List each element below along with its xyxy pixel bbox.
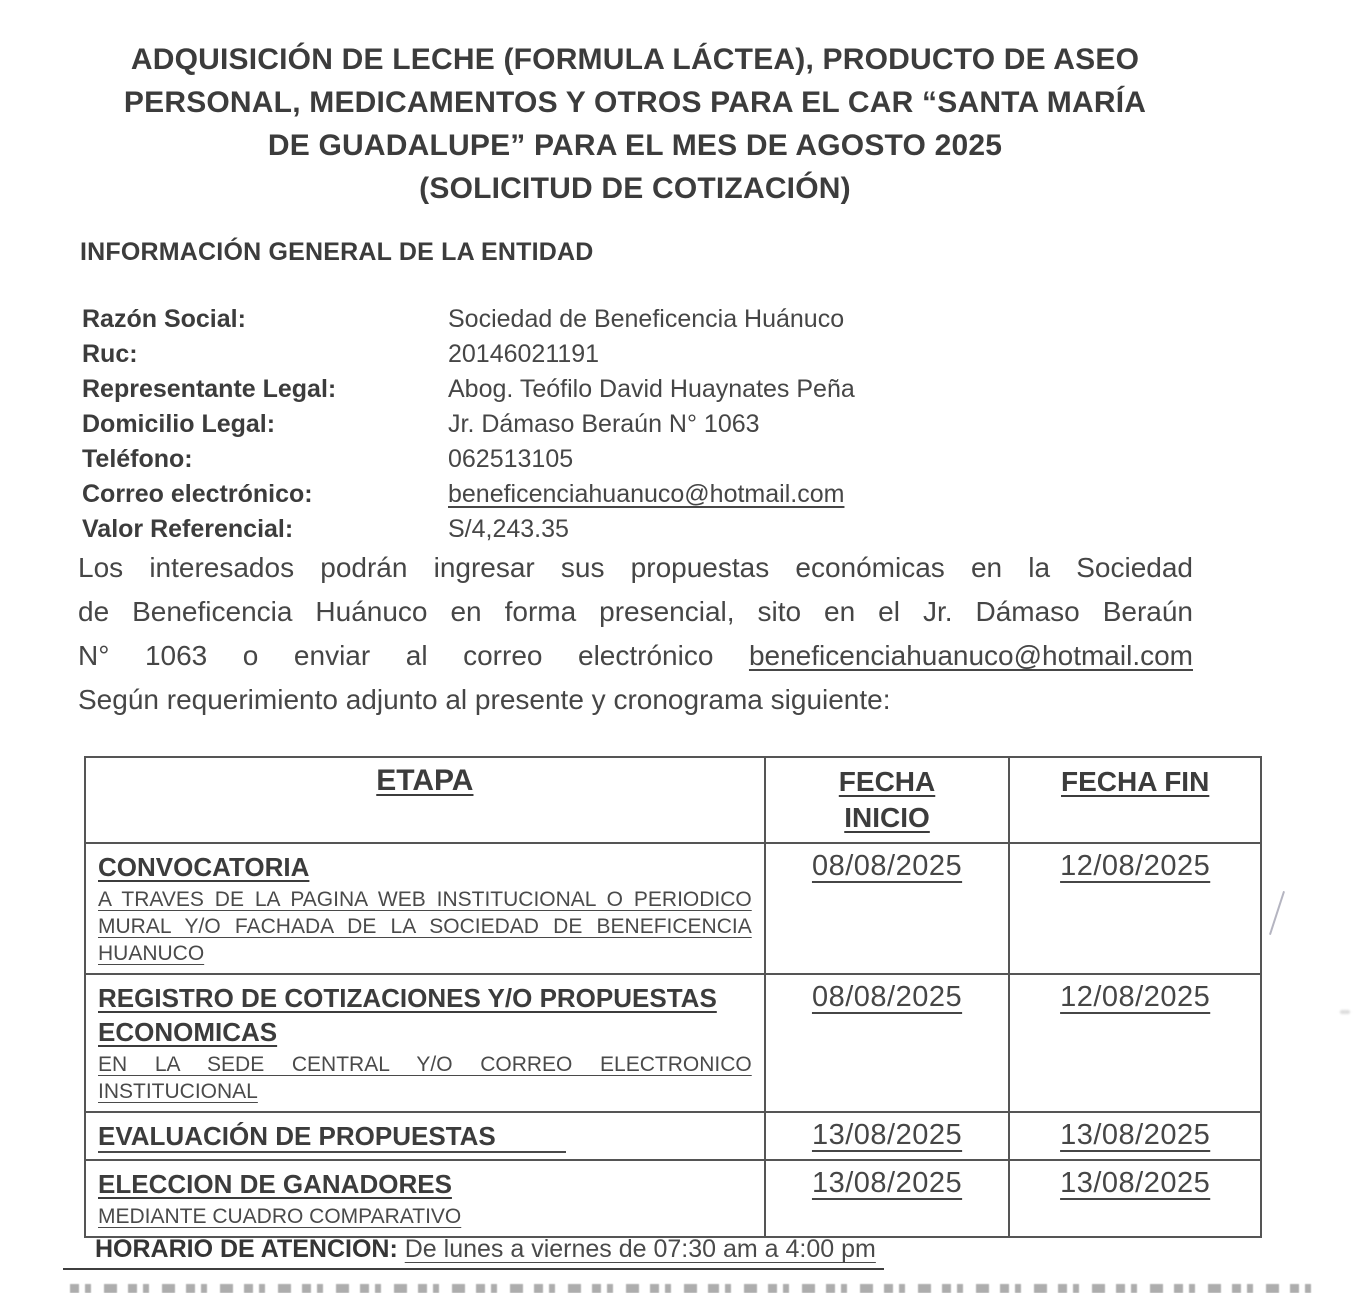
field-value: Sociedad de Beneficencia Huánuco <box>448 305 845 333</box>
intro-line-2: de Beneficencia Huánuco en forma presencial, sito en el Jr. Dámaso Beraún <box>78 596 1193 627</box>
field-value: Abog. Teófilo David Huaynates Peña <box>448 375 855 403</box>
office-hours-value: De lunes a viernes de 07:30 am a 4:00 pm <box>404 1235 876 1263</box>
intro-paragraph <box>78 546 1193 722</box>
field-label: Teléfono: <box>82 445 193 473</box>
field-label: Representante Legal: <box>82 375 337 403</box>
date-value: 12/08/2025 <box>1060 981 1211 1013</box>
table-row-eleccion <box>85 1160 1261 1237</box>
fecha-fin-cell <box>1009 1112 1261 1160</box>
schedule-header-row <box>85 757 1261 843</box>
date-value: 13/08/2025 <box>1060 1119 1211 1151</box>
document-title-line-4: (SOLICITUD DE COTIZACIÓN) <box>419 172 851 205</box>
header-cell-fecha-fin <box>1009 757 1261 843</box>
intro-line-3 <box>78 634 1193 678</box>
office-hours-underline <box>63 1232 884 1270</box>
schedule-table <box>84 756 1262 1238</box>
document-title-line-2: PERSONAL, MEDICAMENTOS Y OTROS PARA EL CAR “SANTA MARÍA <box>123 86 1147 119</box>
fecha-inicio-cell <box>765 1112 1010 1160</box>
fecha-inicio-cell <box>765 1160 1010 1237</box>
office-hours-line <box>63 1232 884 1270</box>
field-value: S/4,243.35 <box>448 515 569 543</box>
field-row-representante-legal <box>82 372 1182 407</box>
header-label: INICIO <box>844 802 930 833</box>
table-row-registro <box>85 974 1261 1112</box>
etapa-description: MEDIANTE CUADRO COMPARATIVO <box>98 1205 462 1228</box>
pen-mark-artifact <box>1269 891 1285 935</box>
document-title <box>60 38 1210 210</box>
email-text: beneficenciahuanuco@hotmail.com <box>748 640 1193 671</box>
field-row-telefono <box>82 442 1182 477</box>
etapa-title: REGISTRO DE COTIZACIONES Y/O PROPUESTAS ECONOMICAS <box>98 983 717 1047</box>
field-row-razon-social <box>82 302 1182 337</box>
intro-line-3-text: N° 1063 o enviar al correo electrónico <box>78 640 749 671</box>
fecha-fin-cell <box>1009 843 1261 974</box>
header-cell-fecha-inicio <box>765 757 1010 843</box>
etapa-title: ELECCION DE GANADORES <box>98 1169 452 1199</box>
document-title-line-1: ADQUISICIÓN DE LECHE (FORMULA LÁCTEA), PRODUCTO DE ASEO <box>130 43 1140 76</box>
date-value: 13/08/2025 <box>811 1119 963 1151</box>
date-value: 08/08/2025 <box>811 981 963 1013</box>
field-label: Correo electrónico: <box>82 480 313 508</box>
intro-line-1: Los interesados podrán ingresar sus propuestas económicas en la Sociedad <box>78 552 1193 583</box>
date-value: 12/08/2025 <box>1060 850 1211 882</box>
field-row-domicilio-legal <box>82 407 1182 442</box>
field-row-correo-electronico <box>82 477 1182 512</box>
etapa-title: CONVOCATORIA <box>98 852 310 882</box>
fecha-inicio-cell <box>765 974 1010 1112</box>
field-label: Razón Social: <box>82 305 246 333</box>
fecha-inicio-cell <box>765 843 1010 974</box>
cut-off-text-artifact <box>70 1284 1320 1293</box>
table-row-evaluacion <box>85 1112 1261 1160</box>
field-value: 062513105 <box>448 445 574 473</box>
date-value: 08/08/2025 <box>811 850 963 882</box>
field-value: 20146021191 <box>448 340 600 368</box>
email-text: beneficenciahuanuco@hotmail.com <box>448 480 845 508</box>
etapa-description: EN LA SEDE CENTRAL Y/O CORREO ELECTRONICO INSTITUCIONAL <box>98 1053 752 1103</box>
date-value: 13/08/2025 <box>811 1167 963 1199</box>
etapa-description: A TRAVES DE LA PAGINA WEB INSTITUCIONAL O PERIODICO MURAL Y/O FACHADA DE LA SOCIEDAD DE BENEFICENCIA HUANUCO <box>98 888 752 965</box>
smudge-artifact <box>1340 1010 1350 1014</box>
office-hours-label: HORARIO DE ATENCION: <box>95 1235 398 1263</box>
field-label: Domicilio Legal: <box>82 410 276 438</box>
etapa-cell <box>85 1160 765 1237</box>
header-label: ETAPA <box>376 764 474 797</box>
header-label: FECHA <box>838 766 936 797</box>
document-title-line-3: DE GUADALUPE” PARA EL MES DE AGOSTO 2025 <box>267 129 1003 162</box>
field-value: Jr. Dámaso Beraún N° 1063 <box>448 410 760 438</box>
table-row-convocatoria <box>85 843 1261 974</box>
field-label: Ruc: <box>82 340 138 368</box>
field-row-ruc <box>82 337 1182 372</box>
entity-info-heading: INFORMACIÓN GENERAL DE LA ENTIDAD <box>80 238 594 266</box>
etapa-cell <box>85 843 765 974</box>
fecha-fin-cell <box>1009 974 1261 1112</box>
field-row-valor-referencial <box>82 512 1182 547</box>
header-label: FECHA FIN <box>1061 766 1210 797</box>
header-cell-etapa <box>85 757 765 843</box>
field-label: Valor Referencial: <box>82 515 294 543</box>
intro-line-4: Según requerimiento adjunto al presente y cronograma siguiente: <box>78 684 891 715</box>
etapa-cell <box>85 1112 765 1160</box>
entity-fields <box>82 302 1182 547</box>
fecha-fin-cell <box>1009 1160 1261 1237</box>
etapa-title: EVALUACIÓN DE PROPUESTAS <box>98 1121 566 1153</box>
date-value: 13/08/2025 <box>1060 1167 1211 1199</box>
etapa-cell <box>85 974 765 1112</box>
